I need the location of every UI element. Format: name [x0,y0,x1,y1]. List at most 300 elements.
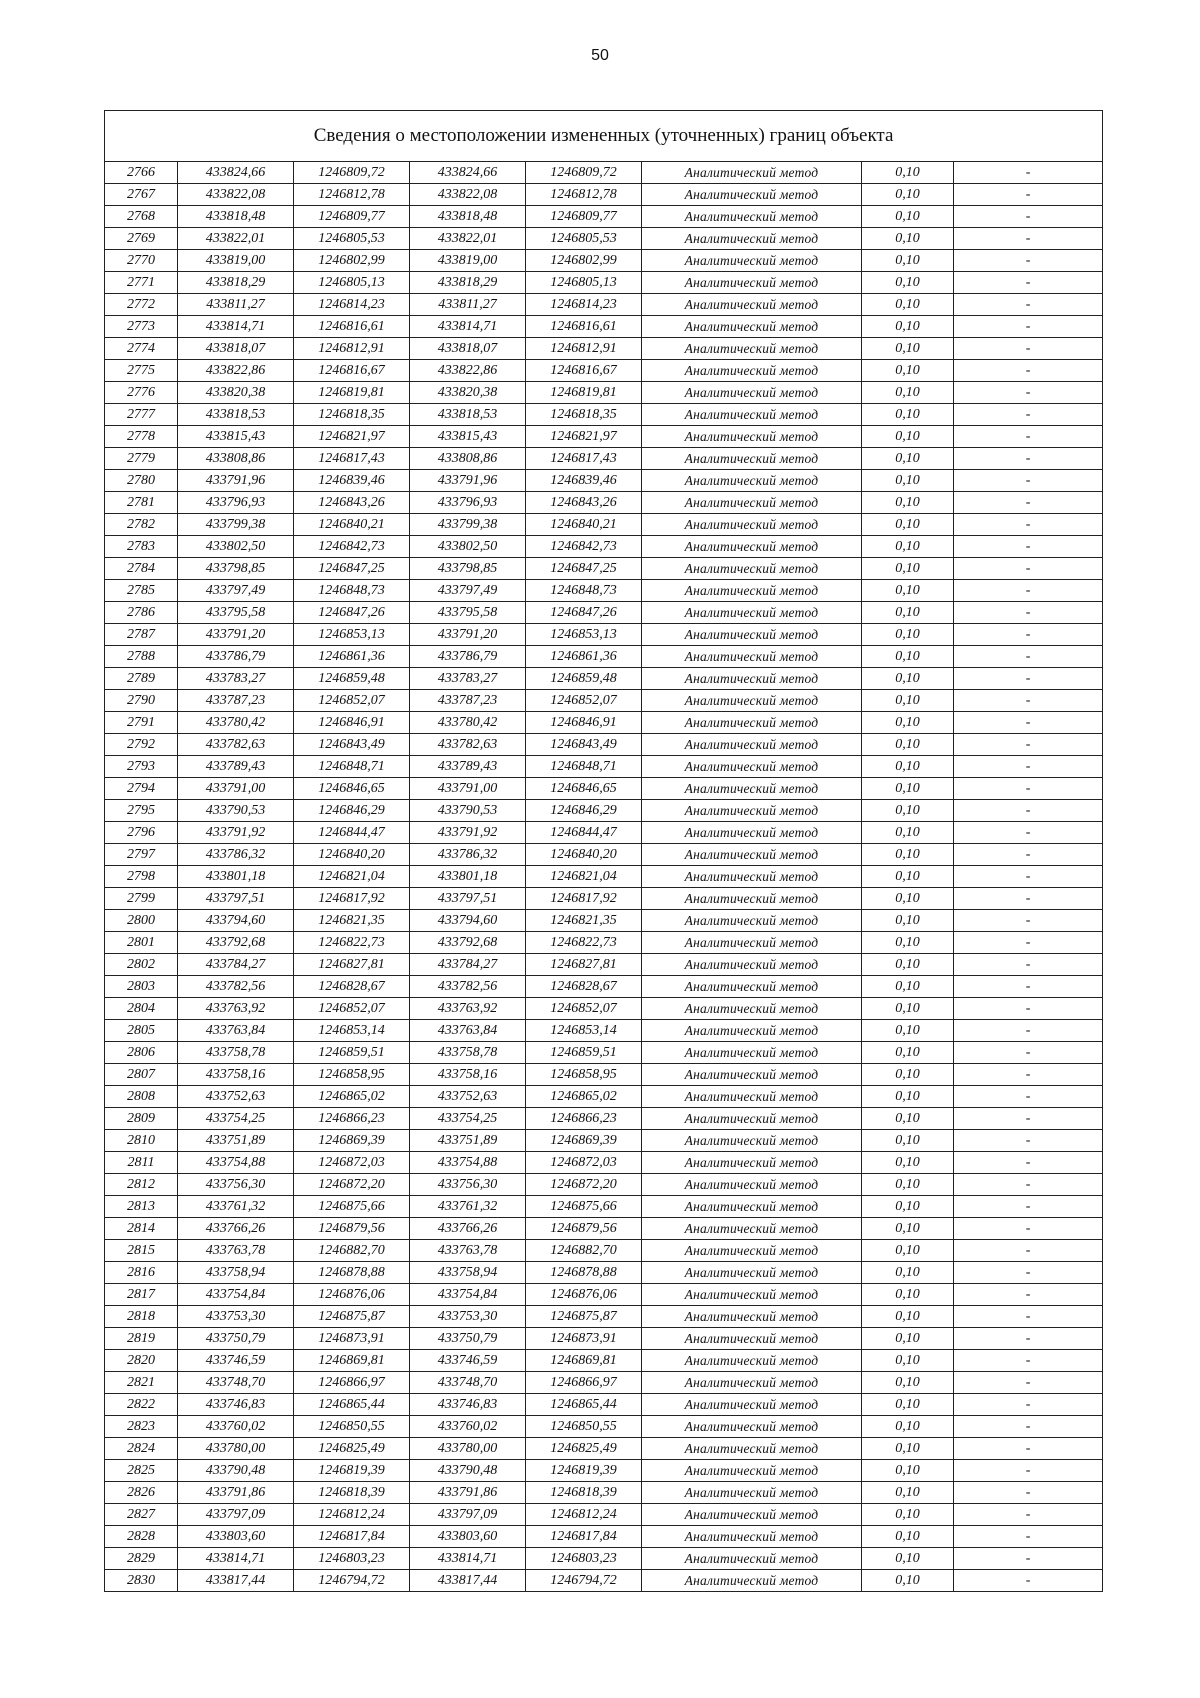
y-old-cell: 1246821,97 [294,426,410,448]
table-row [105,492,1103,514]
table-row [105,888,1103,910]
y-new-cell: 1246866,23 [526,1108,642,1130]
description-cell: - [954,1152,1103,1174]
point-number-cell: 2826 [105,1482,178,1504]
y-old-cell: 1246869,39 [294,1130,410,1152]
description-cell: - [954,1306,1103,1328]
description-cell: - [954,1020,1103,1042]
y-old-cell: 1246873,91 [294,1328,410,1350]
x-new-cell: 433786,32 [410,844,526,866]
description-cell: - [954,514,1103,536]
x-old-cell: 433798,85 [178,558,294,580]
method-cell: Аналитический метод [642,492,862,514]
x-old-cell: 433815,43 [178,426,294,448]
x-new-cell: 433818,53 [410,404,526,426]
description-cell: - [954,910,1103,932]
point-number-cell: 2817 [105,1284,178,1306]
table-row [105,426,1103,448]
method-cell: Аналитический метод [642,1174,862,1196]
accuracy-cell: 0,10 [862,1262,954,1284]
point-number-cell: 2807 [105,1064,178,1086]
method-cell: Аналитический метод [642,1548,862,1570]
x-old-cell: 433748,70 [178,1372,294,1394]
table-row [105,1416,1103,1438]
table-row [105,1372,1103,1394]
table-row [105,1394,1103,1416]
x-old-cell: 433792,68 [178,932,294,954]
y-old-cell: 1246803,23 [294,1548,410,1570]
method-cell: Аналитический метод [642,206,862,228]
y-old-cell: 1246879,56 [294,1218,410,1240]
table-row [105,844,1103,866]
x-new-cell: 433822,08 [410,184,526,206]
accuracy-cell: 0,10 [862,360,954,382]
accuracy-cell: 0,10 [862,1020,954,1042]
x-old-cell: 433797,49 [178,580,294,602]
point-number-cell: 2792 [105,734,178,756]
y-new-cell: 1246817,92 [526,888,642,910]
accuracy-cell: 0,10 [862,932,954,954]
method-cell: Аналитический метод [642,1064,862,1086]
y-old-cell: 1246861,36 [294,646,410,668]
table-row [105,932,1103,954]
y-new-cell: 1246805,13 [526,272,642,294]
method-cell: Аналитический метод [642,1130,862,1152]
table-row [105,206,1103,228]
table-row [105,1526,1103,1548]
y-new-cell: 1246852,07 [526,998,642,1020]
accuracy-cell: 0,10 [862,1548,954,1570]
y-new-cell: 1246842,73 [526,536,642,558]
table-row [105,1042,1103,1064]
table-row [105,1284,1103,1306]
point-number-cell: 2823 [105,1416,178,1438]
table-row [105,976,1103,998]
point-number-cell: 2830 [105,1570,178,1592]
x-new-cell: 433783,27 [410,668,526,690]
table-row [105,866,1103,888]
y-old-cell: 1246852,07 [294,998,410,1020]
y-new-cell: 1246846,29 [526,800,642,822]
accuracy-cell: 0,10 [862,668,954,690]
x-old-cell: 433782,63 [178,734,294,756]
x-new-cell: 433791,86 [410,1482,526,1504]
y-new-cell: 1246861,36 [526,646,642,668]
y-new-cell: 1246822,73 [526,932,642,954]
table-row [105,162,1103,184]
x-new-cell: 433797,49 [410,580,526,602]
description-cell: - [954,1460,1103,1482]
table-row [105,646,1103,668]
method-cell: Аналитический метод [642,646,862,668]
y-new-cell: 1246846,91 [526,712,642,734]
table-row [105,1240,1103,1262]
table-row [105,1262,1103,1284]
y-old-cell: 1246847,25 [294,558,410,580]
x-old-cell: 433818,48 [178,206,294,228]
x-old-cell: 433754,84 [178,1284,294,1306]
table-row [105,1108,1103,1130]
y-new-cell: 1246853,14 [526,1020,642,1042]
description-cell: - [954,360,1103,382]
x-new-cell: 433753,30 [410,1306,526,1328]
point-number-cell: 2812 [105,1174,178,1196]
method-cell: Аналитический метод [642,1152,862,1174]
x-old-cell: 433795,58 [178,602,294,624]
table-row [105,602,1103,624]
y-new-cell: 1246812,24 [526,1504,642,1526]
x-new-cell: 433763,84 [410,1020,526,1042]
point-number-cell: 2797 [105,844,178,866]
description-cell: - [954,822,1103,844]
accuracy-cell: 0,10 [862,1438,954,1460]
description-cell: - [954,1548,1103,1570]
accuracy-cell: 0,10 [862,1174,954,1196]
y-new-cell: 1246848,71 [526,756,642,778]
x-new-cell: 433751,89 [410,1130,526,1152]
y-new-cell: 1246839,46 [526,470,642,492]
method-cell: Аналитический метод [642,712,862,734]
x-old-cell: 433750,79 [178,1328,294,1350]
method-cell: Аналитический метод [642,1196,862,1218]
x-old-cell: 433818,53 [178,404,294,426]
y-old-cell: 1246853,14 [294,1020,410,1042]
table-row [105,1218,1103,1240]
description-cell: - [954,602,1103,624]
accuracy-cell: 0,10 [862,1240,954,1262]
x-new-cell: 433817,44 [410,1570,526,1592]
description-cell: - [954,250,1103,272]
point-number-cell: 2784 [105,558,178,580]
description-cell: - [954,1108,1103,1130]
x-new-cell: 433801,18 [410,866,526,888]
accuracy-cell: 0,10 [862,1108,954,1130]
table-row [105,338,1103,360]
accuracy-cell: 0,10 [862,448,954,470]
accuracy-cell: 0,10 [862,1064,954,1086]
y-new-cell: 1246876,06 [526,1284,642,1306]
x-new-cell: 433760,02 [410,1416,526,1438]
description-cell: - [954,888,1103,910]
accuracy-cell: 0,10 [862,1284,954,1306]
y-old-cell: 1246840,21 [294,514,410,536]
y-old-cell: 1246843,49 [294,734,410,756]
accuracy-cell: 0,10 [862,426,954,448]
table-row [105,1548,1103,1570]
accuracy-cell: 0,10 [862,1504,954,1526]
y-old-cell: 1246816,67 [294,360,410,382]
accuracy-cell: 0,10 [862,822,954,844]
table-row [105,360,1103,382]
y-new-cell: 1246803,23 [526,1548,642,1570]
method-cell: Аналитический метод [642,1240,862,1262]
y-old-cell: 1246819,81 [294,382,410,404]
x-old-cell: 433824,66 [178,162,294,184]
accuracy-cell: 0,10 [862,1306,954,1328]
description-cell: - [954,646,1103,668]
method-cell: Аналитический метод [642,536,862,558]
page-number: 50 [591,47,609,64]
table-row [105,1064,1103,1086]
y-new-cell: 1246846,65 [526,778,642,800]
x-old-cell: 433782,56 [178,976,294,998]
y-old-cell: 1246852,07 [294,690,410,712]
y-new-cell: 1246859,48 [526,668,642,690]
x-new-cell: 433796,93 [410,492,526,514]
y-new-cell: 1246821,35 [526,910,642,932]
table-row [105,1570,1103,1592]
method-cell: Аналитический метод [642,1042,862,1064]
y-old-cell: 1246859,48 [294,668,410,690]
method-cell: Аналитический метод [642,1570,862,1592]
y-old-cell: 1246865,44 [294,1394,410,1416]
x-new-cell: 433791,96 [410,470,526,492]
x-old-cell: 433780,42 [178,712,294,734]
y-old-cell: 1246812,91 [294,338,410,360]
x-old-cell: 433790,48 [178,1460,294,1482]
point-number-cell: 2819 [105,1328,178,1350]
description-cell: - [954,1394,1103,1416]
x-old-cell: 433797,51 [178,888,294,910]
point-number-cell: 2803 [105,976,178,998]
point-number-cell: 2828 [105,1526,178,1548]
accuracy-cell: 0,10 [862,250,954,272]
x-old-cell: 433746,59 [178,1350,294,1372]
method-cell: Аналитический метод [642,1416,862,1438]
description-cell: - [954,1218,1103,1240]
point-number-cell: 2825 [105,1460,178,1482]
y-new-cell: 1246847,26 [526,602,642,624]
table-row [105,1350,1103,1372]
x-old-cell: 433802,50 [178,536,294,558]
description-cell: - [954,668,1103,690]
x-old-cell: 433794,60 [178,910,294,932]
point-number-cell: 2771 [105,272,178,294]
point-number-cell: 2829 [105,1548,178,1570]
method-cell: Аналитический метод [642,1086,862,1108]
x-new-cell: 433746,59 [410,1350,526,1372]
table-row [105,250,1103,272]
description-cell: - [954,536,1103,558]
accuracy-cell: 0,10 [862,954,954,976]
x-new-cell: 433748,70 [410,1372,526,1394]
description-cell: - [954,338,1103,360]
table-row [105,1504,1103,1526]
method-cell: Аналитический метод [642,1482,862,1504]
x-old-cell: 433817,44 [178,1570,294,1592]
accuracy-cell: 0,10 [862,844,954,866]
accuracy-cell: 0,10 [862,1482,954,1504]
y-new-cell: 1246819,81 [526,382,642,404]
description-cell: - [954,184,1103,206]
x-new-cell: 433811,27 [410,294,526,316]
y-old-cell: 1246866,97 [294,1372,410,1394]
y-old-cell: 1246818,35 [294,404,410,426]
description-cell: - [954,558,1103,580]
x-new-cell: 433803,60 [410,1526,526,1548]
table-row [105,1196,1103,1218]
y-old-cell: 1246805,13 [294,272,410,294]
accuracy-cell: 0,10 [862,1218,954,1240]
y-new-cell: 1246869,39 [526,1130,642,1152]
x-old-cell: 433803,60 [178,1526,294,1548]
y-new-cell: 1246869,81 [526,1350,642,1372]
description-cell: - [954,932,1103,954]
y-old-cell: 1246818,39 [294,1482,410,1504]
x-old-cell: 433763,92 [178,998,294,1020]
y-old-cell: 1246844,47 [294,822,410,844]
description-cell: - [954,800,1103,822]
y-new-cell: 1246848,73 [526,580,642,602]
accuracy-cell: 0,10 [862,1328,954,1350]
y-new-cell: 1246828,67 [526,976,642,998]
point-number-cell: 2821 [105,1372,178,1394]
description-cell: - [954,1086,1103,1108]
x-old-cell: 433758,16 [178,1064,294,1086]
method-cell: Аналитический метод [642,1020,862,1042]
table-row [105,998,1103,1020]
x-new-cell: 433819,00 [410,250,526,272]
y-new-cell: 1246882,70 [526,1240,642,1262]
description-cell: - [954,1130,1103,1152]
y-new-cell: 1246817,43 [526,448,642,470]
method-cell: Аналитический метод [642,888,862,910]
y-old-cell: 1246876,06 [294,1284,410,1306]
y-new-cell: 1246819,39 [526,1460,642,1482]
accuracy-cell: 0,10 [862,998,954,1020]
y-new-cell: 1246873,91 [526,1328,642,1350]
x-old-cell: 433763,84 [178,1020,294,1042]
y-new-cell: 1246825,49 [526,1438,642,1460]
method-cell: Аналитический метод [642,360,862,382]
y-new-cell: 1246875,87 [526,1306,642,1328]
description-cell: - [954,294,1103,316]
point-number-cell: 2780 [105,470,178,492]
y-new-cell: 1246878,88 [526,1262,642,1284]
x-old-cell: 433797,09 [178,1504,294,1526]
y-old-cell: 1246859,51 [294,1042,410,1064]
x-old-cell: 433763,78 [178,1240,294,1262]
point-number-cell: 2777 [105,404,178,426]
table-row [105,624,1103,646]
x-old-cell: 433814,71 [178,316,294,338]
method-cell: Аналитический метод [642,514,862,536]
description-cell: - [954,228,1103,250]
x-new-cell: 433815,43 [410,426,526,448]
accuracy-cell: 0,10 [862,338,954,360]
x-new-cell: 433814,71 [410,1548,526,1570]
y-new-cell: 1246872,03 [526,1152,642,1174]
x-new-cell: 433746,83 [410,1394,526,1416]
x-old-cell: 433766,26 [178,1218,294,1240]
description-cell: - [954,1438,1103,1460]
x-old-cell: 433801,18 [178,866,294,888]
accuracy-cell: 0,10 [862,316,954,338]
method-cell: Аналитический метод [642,1504,862,1526]
y-new-cell: 1246809,72 [526,162,642,184]
description-cell: - [954,1196,1103,1218]
y-new-cell: 1246866,97 [526,1372,642,1394]
accuracy-cell: 0,10 [862,1130,954,1152]
description-cell: - [954,1064,1103,1086]
point-number-cell: 2773 [105,316,178,338]
x-old-cell: 433786,79 [178,646,294,668]
table-row [105,1130,1103,1152]
y-new-cell: 1246827,81 [526,954,642,976]
y-old-cell: 1246846,29 [294,800,410,822]
point-number-cell: 2782 [105,514,178,536]
y-old-cell: 1246802,99 [294,250,410,272]
y-old-cell: 1246825,49 [294,1438,410,1460]
point-number-cell: 2820 [105,1350,178,1372]
x-old-cell: 433754,88 [178,1152,294,1174]
method-cell: Аналитический метод [642,1350,862,1372]
method-cell: Аналитический метод [642,844,862,866]
x-old-cell: 433790,53 [178,800,294,822]
y-new-cell: 1246814,23 [526,294,642,316]
x-new-cell: 433802,50 [410,536,526,558]
point-number-cell: 2778 [105,426,178,448]
table-row [105,514,1103,536]
point-number-cell: 2768 [105,206,178,228]
description-cell: - [954,690,1103,712]
y-old-cell: 1246827,81 [294,954,410,976]
x-new-cell: 433761,32 [410,1196,526,1218]
y-old-cell: 1246812,78 [294,184,410,206]
method-cell: Аналитический метод [642,954,862,976]
point-number-cell: 2785 [105,580,178,602]
y-old-cell: 1246840,20 [294,844,410,866]
x-old-cell: 433752,63 [178,1086,294,1108]
y-new-cell: 1246844,47 [526,822,642,844]
y-old-cell: 1246817,92 [294,888,410,910]
x-new-cell: 433799,38 [410,514,526,536]
point-number-cell: 2794 [105,778,178,800]
accuracy-cell: 0,10 [862,800,954,822]
y-new-cell: 1246853,13 [526,624,642,646]
point-number-cell: 2809 [105,1108,178,1130]
description-cell: - [954,470,1103,492]
table-row [105,712,1103,734]
accuracy-cell: 0,10 [862,778,954,800]
accuracy-cell: 0,10 [862,1416,954,1438]
x-new-cell: 433824,66 [410,162,526,184]
table-row [105,822,1103,844]
y-old-cell: 1246828,67 [294,976,410,998]
x-new-cell: 433789,43 [410,756,526,778]
method-cell: Аналитический метод [642,668,862,690]
description-cell: - [954,954,1103,976]
x-new-cell: 433790,48 [410,1460,526,1482]
y-old-cell: 1246875,66 [294,1196,410,1218]
method-cell: Аналитический метод [642,1218,862,1240]
accuracy-cell: 0,10 [862,1042,954,1064]
x-old-cell: 433791,96 [178,470,294,492]
x-new-cell: 433758,16 [410,1064,526,1086]
boundary-table [104,110,1103,1592]
point-number-cell: 2814 [105,1218,178,1240]
y-new-cell: 1246850,55 [526,1416,642,1438]
point-number-cell: 2799 [105,888,178,910]
method-cell: Аналитический метод [642,1108,862,1130]
x-old-cell: 433756,30 [178,1174,294,1196]
x-new-cell: 433818,48 [410,206,526,228]
y-old-cell: 1246814,23 [294,294,410,316]
description-cell: - [954,1570,1103,1592]
y-new-cell: 1246816,67 [526,360,642,382]
table-row [105,1438,1103,1460]
table-row [105,580,1103,602]
